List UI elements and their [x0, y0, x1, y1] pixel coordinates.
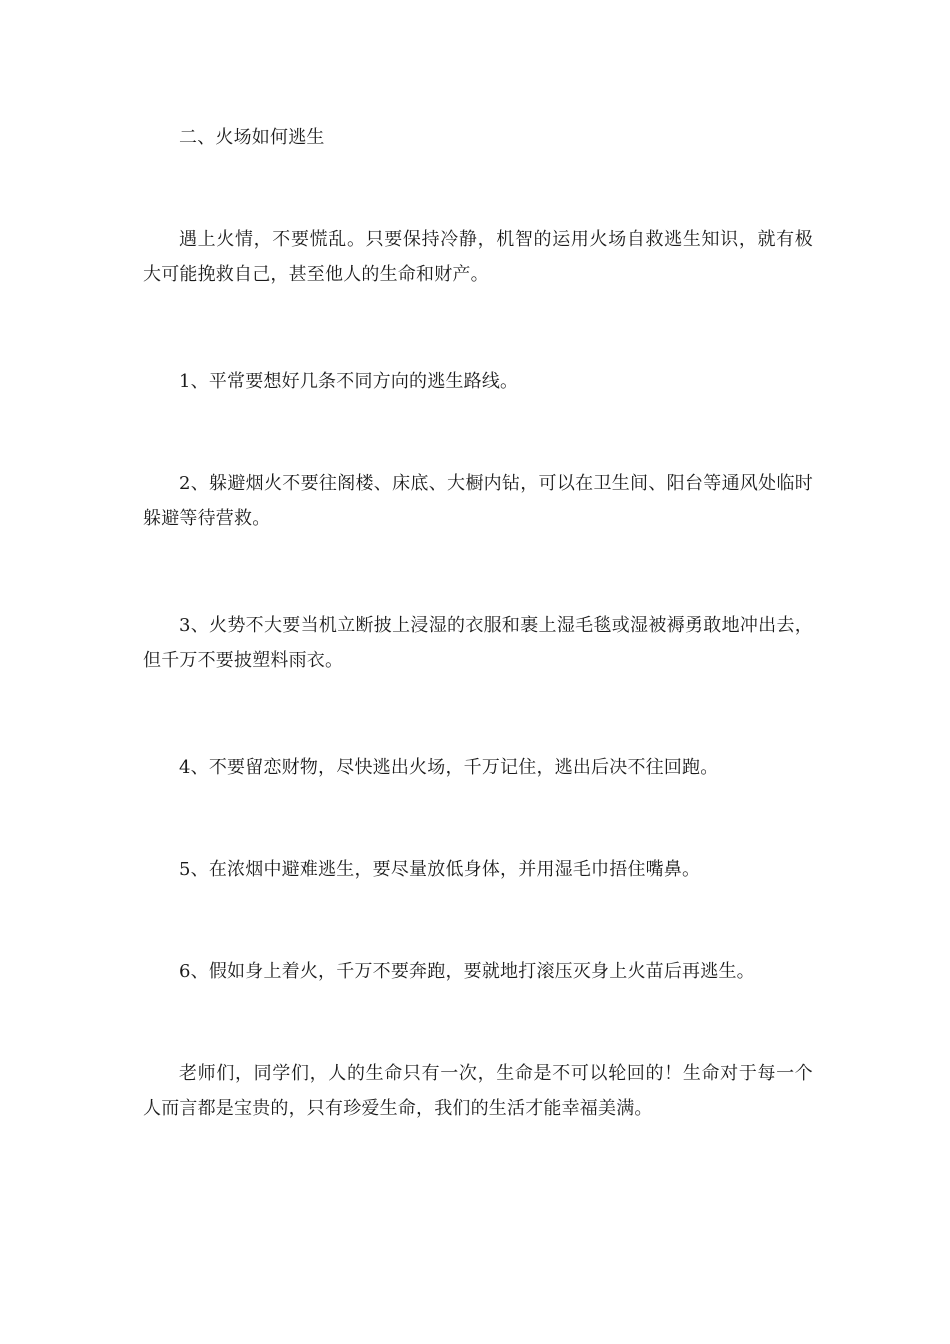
closing-paragraph: 老师们，同学们，人的生命只有一次，生命是不可以轮回的！生命对于每一个人而言都是宝贵的，只有珍爱生命，我们的生活才能幸福美满。: [143, 1063, 813, 1119]
list-item-3: 3、火势不大要当机立断披上浸湿的衣服和裹上湿毛毯或湿被褥勇敢地冲出去，但千万不要披塑料雨衣。: [143, 615, 813, 671]
list-item-2: 2、躲避烟火不要往阁楼、床底、大橱内钻，可以在卫生间、阳台等通风处临时躲避等待营救。: [143, 473, 813, 529]
section-heading: 二、火场如何逃生: [179, 127, 325, 148]
list-item-1: 1、平常要想好几条不同方向的逃生路线。: [179, 371, 519, 392]
list-item-4: 4、不要留恋财物，尽快逃出火场，千万记住，逃出后决不往回跑。: [179, 757, 719, 778]
intro-paragraph: 遇上火情，不要慌乱。只要保持冷静，机智的运用火场自救逃生知识，就有极大可能挽救自己，甚至他人的生命和财产。: [143, 229, 813, 285]
list-item-6: 6、假如身上着火，千万不要奔跑，要就地打滚压灭身上火苗后再逃生。: [179, 961, 755, 982]
list-item-5: 5、在浓烟中避难逃生，要尽量放低身体，并用湿毛巾捂住嘴鼻。: [179, 859, 701, 880]
